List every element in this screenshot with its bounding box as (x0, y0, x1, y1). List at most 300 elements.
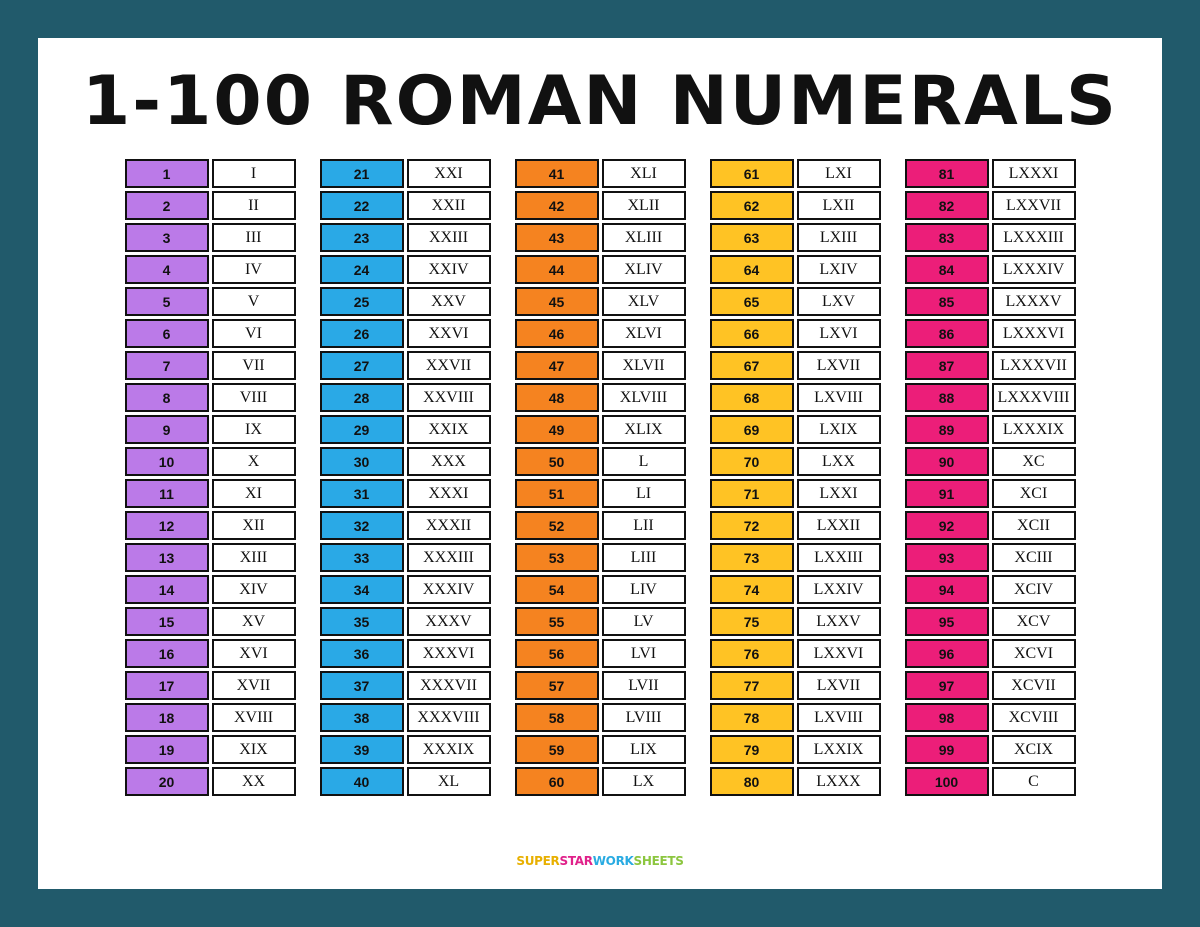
table-row (515, 511, 686, 540)
number-cell: 99 (905, 735, 989, 764)
roman-cell: LVIII (602, 703, 686, 732)
number-cell: 97 (905, 671, 989, 700)
roman-cell: VI (212, 319, 296, 348)
number-cell: 38 (320, 703, 404, 732)
roman-cell: IX (212, 415, 296, 444)
roman-cell: XLIV (602, 255, 686, 284)
number-cell: 73 (710, 543, 794, 572)
roman-cell: V (212, 287, 296, 316)
number-cell: 55 (515, 607, 599, 636)
table-row (320, 255, 491, 284)
brand-part-star: STAR (559, 854, 593, 868)
table-row (320, 351, 491, 380)
roman-cell: IV (212, 255, 296, 284)
roman-cell: LXVII (797, 351, 881, 380)
number-cell: 62 (710, 191, 794, 220)
number-cell: 57 (515, 671, 599, 700)
numerals-column (515, 159, 686, 796)
table-row (905, 351, 1076, 380)
number-cell: 22 (320, 191, 404, 220)
table-row (125, 639, 296, 668)
roman-cell: LII (602, 511, 686, 540)
roman-cell: XCIX (992, 735, 1076, 764)
number-cell: 30 (320, 447, 404, 476)
table-row (125, 255, 296, 284)
roman-cell: XXXVI (407, 639, 491, 668)
number-cell: 43 (515, 223, 599, 252)
roman-cell: XLVII (602, 351, 686, 380)
number-cell: 15 (125, 607, 209, 636)
number-cell: 58 (515, 703, 599, 732)
number-cell: 12 (125, 511, 209, 540)
table-row (905, 159, 1076, 188)
number-cell: 19 (125, 735, 209, 764)
number-cell: 35 (320, 607, 404, 636)
table-row (710, 479, 881, 508)
numerals-column (905, 159, 1076, 796)
roman-cell: LVII (602, 671, 686, 700)
number-cell: 77 (710, 671, 794, 700)
roman-cell: LXXVI (797, 639, 881, 668)
table-row (515, 191, 686, 220)
table-row (905, 575, 1076, 604)
roman-cell: XVIII (212, 703, 296, 732)
number-cell: 78 (710, 703, 794, 732)
numerals-table (38, 137, 1162, 833)
number-cell: 89 (905, 415, 989, 444)
number-cell: 59 (515, 735, 599, 764)
roman-cell: XIV (212, 575, 296, 604)
table-row (320, 479, 491, 508)
roman-cell: LXXVII (992, 191, 1076, 220)
number-cell: 64 (710, 255, 794, 284)
table-row (515, 383, 686, 412)
roman-cell: XLV (602, 287, 686, 316)
table-row (515, 543, 686, 572)
number-cell: 10 (125, 447, 209, 476)
number-cell: 67 (710, 351, 794, 380)
table-row (125, 703, 296, 732)
number-cell: 16 (125, 639, 209, 668)
footer (38, 833, 1162, 889)
number-cell: 9 (125, 415, 209, 444)
table-row (125, 543, 296, 572)
table-row (515, 703, 686, 732)
table-row (320, 383, 491, 412)
roman-cell: XCVIII (992, 703, 1076, 732)
number-cell: 91 (905, 479, 989, 508)
roman-cell: XXXII (407, 511, 491, 540)
number-cell: 25 (320, 287, 404, 316)
roman-cell: XXVII (407, 351, 491, 380)
number-cell: 53 (515, 543, 599, 572)
number-cell: 20 (125, 767, 209, 796)
roman-cell: XXIV (407, 255, 491, 284)
brand-logo (516, 854, 683, 868)
table-row (515, 607, 686, 636)
table-row (320, 703, 491, 732)
roman-cell: LXI (797, 159, 881, 188)
roman-cell: LVI (602, 639, 686, 668)
table-row (515, 735, 686, 764)
roman-cell: LXXIX (797, 735, 881, 764)
table-row (905, 191, 1076, 220)
number-cell: 48 (515, 383, 599, 412)
worksheet-sheet (38, 38, 1162, 889)
table-row (320, 319, 491, 348)
number-cell: 8 (125, 383, 209, 412)
table-row (710, 351, 881, 380)
number-cell: 37 (320, 671, 404, 700)
number-cell: 88 (905, 383, 989, 412)
table-row (320, 159, 491, 188)
table-row (125, 479, 296, 508)
table-row (710, 255, 881, 284)
number-cell: 4 (125, 255, 209, 284)
number-cell: 84 (905, 255, 989, 284)
roman-cell: LXXXV (992, 287, 1076, 316)
table-row (710, 735, 881, 764)
roman-cell: XXIX (407, 415, 491, 444)
table-row (320, 191, 491, 220)
roman-cell: C (992, 767, 1076, 796)
number-cell: 46 (515, 319, 599, 348)
numerals-column (125, 159, 296, 796)
table-row (125, 383, 296, 412)
table-row (125, 191, 296, 220)
roman-cell: LXVIII (797, 383, 881, 412)
table-row (320, 447, 491, 476)
table-row (125, 351, 296, 380)
roman-cell: XLI (602, 159, 686, 188)
roman-cell: LX (602, 767, 686, 796)
number-cell: 11 (125, 479, 209, 508)
number-cell: 6 (125, 319, 209, 348)
roman-cell: LXXXI (992, 159, 1076, 188)
table-row (905, 543, 1076, 572)
roman-cell: LXXXIII (992, 223, 1076, 252)
roman-cell: XCIV (992, 575, 1076, 604)
table-row (320, 639, 491, 668)
table-row (320, 735, 491, 764)
roman-cell: XCV (992, 607, 1076, 636)
table-row (905, 415, 1076, 444)
table-row (320, 575, 491, 604)
number-cell: 21 (320, 159, 404, 188)
table-row (320, 415, 491, 444)
number-cell: 5 (125, 287, 209, 316)
number-cell: 81 (905, 159, 989, 188)
roman-cell: LXXIV (797, 575, 881, 604)
table-row (320, 671, 491, 700)
roman-cell: XII (212, 511, 296, 540)
brand-part-sheets: SHEETS (633, 854, 684, 868)
table-row (515, 575, 686, 604)
table-row (905, 511, 1076, 540)
roman-cell: XXIII (407, 223, 491, 252)
table-row (905, 383, 1076, 412)
number-cell: 96 (905, 639, 989, 668)
table-row (710, 191, 881, 220)
roman-cell: XVII (212, 671, 296, 700)
table-row (515, 479, 686, 508)
roman-cell: L (602, 447, 686, 476)
table-row (125, 415, 296, 444)
table-row (515, 767, 686, 796)
table-row (710, 671, 881, 700)
table-row (710, 415, 881, 444)
roman-cell: XLVI (602, 319, 686, 348)
number-cell: 32 (320, 511, 404, 540)
number-cell: 71 (710, 479, 794, 508)
number-cell: 39 (320, 735, 404, 764)
roman-cell: X (212, 447, 296, 476)
table-row (125, 511, 296, 540)
table-row (320, 511, 491, 540)
number-cell: 45 (515, 287, 599, 316)
number-cell: 76 (710, 639, 794, 668)
roman-cell: XLVIII (602, 383, 686, 412)
table-row (125, 575, 296, 604)
number-cell: 95 (905, 607, 989, 636)
roman-cell: III (212, 223, 296, 252)
table-row (125, 319, 296, 348)
number-cell: 90 (905, 447, 989, 476)
roman-cell: XXI (407, 159, 491, 188)
number-cell: 92 (905, 511, 989, 540)
table-row (710, 287, 881, 316)
number-cell: 66 (710, 319, 794, 348)
number-cell: 87 (905, 351, 989, 380)
roman-cell: VIII (212, 383, 296, 412)
number-cell: 61 (710, 159, 794, 188)
roman-cell: LXIX (797, 415, 881, 444)
number-cell: 40 (320, 767, 404, 796)
table-row (515, 287, 686, 316)
number-cell: 79 (710, 735, 794, 764)
roman-cell: XXXIII (407, 543, 491, 572)
roman-cell: XC (992, 447, 1076, 476)
roman-cell: LXXXIV (992, 255, 1076, 284)
table-row (905, 735, 1076, 764)
roman-cell: XL (407, 767, 491, 796)
number-cell: 29 (320, 415, 404, 444)
table-row (125, 607, 296, 636)
table-row (515, 351, 686, 380)
roman-cell: XCII (992, 511, 1076, 540)
roman-cell: XXXIV (407, 575, 491, 604)
table-row (320, 287, 491, 316)
roman-cell: XXXVII (407, 671, 491, 700)
table-row (125, 287, 296, 316)
table-row (710, 319, 881, 348)
roman-cell: LXXXVI (992, 319, 1076, 348)
table-row (515, 639, 686, 668)
roman-cell: XXXV (407, 607, 491, 636)
table-row (905, 639, 1076, 668)
number-cell: 70 (710, 447, 794, 476)
number-cell: 80 (710, 767, 794, 796)
roman-cell: I (212, 159, 296, 188)
roman-cell: XCVI (992, 639, 1076, 668)
number-cell: 54 (515, 575, 599, 604)
roman-cell: LXXXVIII (992, 383, 1076, 412)
roman-cell: XLIII (602, 223, 686, 252)
table-row (710, 703, 881, 732)
roman-cell: LXIV (797, 255, 881, 284)
roman-cell: II (212, 191, 296, 220)
roman-cell: LV (602, 607, 686, 636)
roman-cell: XCIII (992, 543, 1076, 572)
roman-cell: LXX (797, 447, 881, 476)
roman-cell: XCI (992, 479, 1076, 508)
table-row (710, 767, 881, 796)
number-cell: 47 (515, 351, 599, 380)
table-row (125, 671, 296, 700)
number-cell: 33 (320, 543, 404, 572)
number-cell: 98 (905, 703, 989, 732)
roman-cell: LXXI (797, 479, 881, 508)
number-cell: 7 (125, 351, 209, 380)
number-cell: 52 (515, 511, 599, 540)
roman-cell: XLIX (602, 415, 686, 444)
number-cell: 28 (320, 383, 404, 412)
table-row (905, 319, 1076, 348)
number-cell: 51 (515, 479, 599, 508)
table-row (320, 767, 491, 796)
table-row (710, 575, 881, 604)
number-cell: 65 (710, 287, 794, 316)
table-row (905, 703, 1076, 732)
roman-cell: LXV (797, 287, 881, 316)
roman-cell: XXXI (407, 479, 491, 508)
numerals-column (320, 159, 491, 796)
roman-cell: LIV (602, 575, 686, 604)
roman-cell: LXXXVII (992, 351, 1076, 380)
number-cell: 13 (125, 543, 209, 572)
number-cell: 1 (125, 159, 209, 188)
number-cell: 74 (710, 575, 794, 604)
roman-cell: XXXIX (407, 735, 491, 764)
roman-cell: LXVII (797, 671, 881, 700)
roman-cell: LI (602, 479, 686, 508)
number-cell: 72 (710, 511, 794, 540)
roman-cell: XV (212, 607, 296, 636)
roman-cell: XXXVIII (407, 703, 491, 732)
roman-cell: LXXII (797, 511, 881, 540)
roman-cell: LXXX (797, 767, 881, 796)
roman-cell: LXXIII (797, 543, 881, 572)
roman-cell: LXXXIX (992, 415, 1076, 444)
table-row (125, 447, 296, 476)
number-cell: 60 (515, 767, 599, 796)
table-row (905, 479, 1076, 508)
table-row (710, 511, 881, 540)
number-cell: 86 (905, 319, 989, 348)
number-cell: 75 (710, 607, 794, 636)
number-cell: 63 (710, 223, 794, 252)
roman-cell: XCVII (992, 671, 1076, 700)
table-row (905, 255, 1076, 284)
table-row (515, 671, 686, 700)
table-row (905, 223, 1076, 252)
number-cell: 14 (125, 575, 209, 604)
number-cell: 93 (905, 543, 989, 572)
table-row (905, 767, 1076, 796)
roman-cell: LXIII (797, 223, 881, 252)
table-row (125, 767, 296, 796)
table-row (125, 735, 296, 764)
number-cell: 2 (125, 191, 209, 220)
number-cell: 42 (515, 191, 599, 220)
number-cell: 26 (320, 319, 404, 348)
number-cell: 3 (125, 223, 209, 252)
roman-cell: XX (212, 767, 296, 796)
table-row (515, 447, 686, 476)
number-cell: 31 (320, 479, 404, 508)
roman-cell: LXII (797, 191, 881, 220)
number-cell: 83 (905, 223, 989, 252)
number-cell: 23 (320, 223, 404, 252)
number-cell: 82 (905, 191, 989, 220)
table-row (710, 159, 881, 188)
number-cell: 94 (905, 575, 989, 604)
number-cell: 17 (125, 671, 209, 700)
table-row (320, 607, 491, 636)
table-row (905, 607, 1076, 636)
table-row (710, 639, 881, 668)
table-row (905, 287, 1076, 316)
table-row (905, 671, 1076, 700)
brand-part-super: SUPER (516, 854, 560, 868)
roman-cell: XXV (407, 287, 491, 316)
roman-cell: XXX (407, 447, 491, 476)
number-cell: 68 (710, 383, 794, 412)
number-cell: 24 (320, 255, 404, 284)
roman-cell: LXVIII (797, 703, 881, 732)
roman-cell: XI (212, 479, 296, 508)
page-title: 1-100 ROMAN NUMERALS (81, 62, 1119, 141)
roman-cell: LXXV (797, 607, 881, 636)
table-row (515, 319, 686, 348)
roman-cell: XXVIII (407, 383, 491, 412)
roman-cell: LIII (602, 543, 686, 572)
table-row (710, 223, 881, 252)
table-row (515, 255, 686, 284)
table-row (905, 447, 1076, 476)
roman-cell: LXVI (797, 319, 881, 348)
table-row (515, 415, 686, 444)
roman-cell: XIII (212, 543, 296, 572)
roman-cell: XLII (602, 191, 686, 220)
number-cell: 44 (515, 255, 599, 284)
number-cell: 27 (320, 351, 404, 380)
numerals-column (710, 159, 881, 796)
number-cell: 41 (515, 159, 599, 188)
table-row (125, 159, 296, 188)
roman-cell: VII (212, 351, 296, 380)
table-row (710, 543, 881, 572)
number-cell: 36 (320, 639, 404, 668)
number-cell: 34 (320, 575, 404, 604)
table-row (515, 223, 686, 252)
roman-cell: LIX (602, 735, 686, 764)
roman-cell: XVI (212, 639, 296, 668)
number-cell: 50 (515, 447, 599, 476)
table-row (125, 223, 296, 252)
number-cell: 18 (125, 703, 209, 732)
table-row (515, 159, 686, 188)
